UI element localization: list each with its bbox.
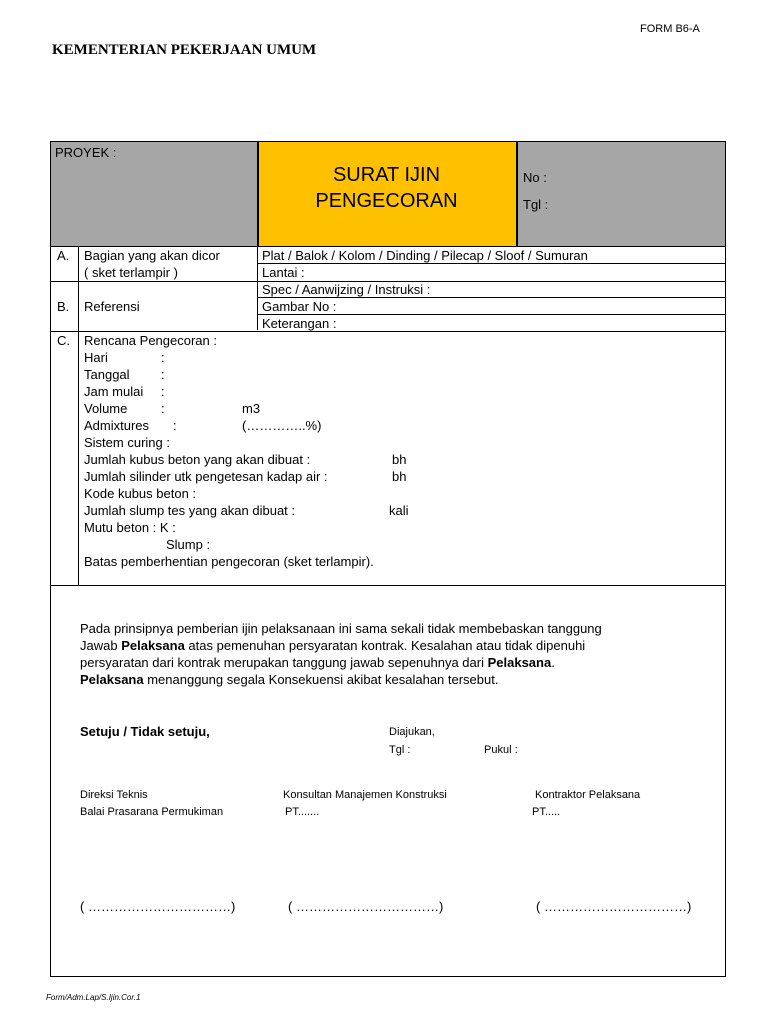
section-c-heading: Rencana Pengecoran : — [84, 333, 217, 348]
statement-text: menanggung segala Konsekuensi akibat kesalahan tersebut. — [143, 672, 499, 687]
title-line1: SURAT IJIN — [332, 164, 441, 186]
lantai-label: Lantai : — [262, 265, 305, 280]
kubus-unit: bh — [392, 452, 407, 467]
konsultan-pt-label: PT....... — [285, 806, 320, 818]
divider — [516, 142, 518, 246]
element-type-options: Plat / Balok / Kolom / Dinding / Pilecap / Sloof / Sumuran — [262, 248, 588, 263]
divider — [78, 246, 79, 585]
setuju-label: Setuju / Tidak setuju, — [80, 724, 210, 739]
konsultan-label: Konsultan Manajemen Konstruksi — [283, 789, 447, 801]
proyek-label: PROYEK : — [55, 145, 117, 160]
section-a-letter: A. — [57, 248, 70, 263]
tgl-submit-label: Tgl : — [389, 744, 411, 756]
statement-text: atas pemenuhan persyaratan kontrak. Kesalahan atau tidak dipenuhi — [184, 638, 586, 653]
keterangan-label: Keterangan : — [262, 316, 337, 331]
colon: : — [161, 384, 165, 399]
gambar-no-label: Gambar No : — [262, 299, 337, 314]
statement-bold: Pelaksana — [80, 672, 144, 687]
section-a-note: ( sket terlampir ) — [84, 265, 178, 280]
jam-mulai-label: Jam mulai — [84, 384, 144, 399]
colon: : — [161, 350, 165, 365]
mutu-beton-label: Mutu beton : K : — [84, 520, 176, 535]
slump-tes-label: Jumlah slump tes yang akan dibuat : — [84, 503, 296, 518]
form-box — [50, 141, 726, 977]
no-label: No : — [523, 170, 547, 185]
colon: : — [161, 401, 165, 416]
tgl-label: Tgl : — [523, 197, 549, 212]
statement-text: persyaratan dari kontrak merupakan tanggung jawab sepenuhnya dari — [80, 655, 488, 670]
number-cell — [516, 142, 725, 246]
pukul-label: Pukul : — [484, 744, 518, 756]
section-a-label: Bagian yang akan dicor — [84, 248, 220, 263]
kontraktor-pt-label: PT..... — [532, 806, 561, 818]
statement-bold: Pelaksana — [487, 655, 552, 670]
statement-line2 — [80, 637, 585, 654]
statement-line4 — [80, 671, 498, 688]
slump-tes-unit: kali — [389, 503, 409, 518]
ministry-title: KEMENTERIAN PEKERJAAN UMUM — [52, 42, 317, 58]
silinder-label: Jumlah silinder utk pengetesan kadap air : — [84, 469, 328, 484]
hari-label: Hari — [84, 350, 108, 365]
volume-label: Volume — [84, 401, 128, 416]
batas-label: Batas pemberhentian pengecoran (sket terlampir). — [84, 554, 374, 569]
spec-label: Spec / Aanwijzing / Instruksi : — [262, 282, 431, 297]
statement-text: . — [551, 655, 555, 670]
colon: : — [173, 418, 177, 433]
colon: : — [161, 367, 165, 382]
divider — [51, 585, 725, 586]
statement-bold: Pelaksana — [121, 638, 185, 653]
kubus-label: Jumlah kubus beton yang akan dibuat : — [84, 452, 311, 467]
statement-line3 — [80, 654, 555, 671]
tanggal-label: Tanggal — [84, 367, 130, 382]
divider — [257, 246, 258, 330]
signature-line-konsultan: ( ……………………………) — [288, 899, 444, 914]
statement-text: Jawab — [80, 638, 122, 653]
silinder-unit: bh — [392, 469, 407, 484]
signature-line-kontraktor: ( ……………………………) — [536, 899, 692, 914]
section-c-letter: C. — [57, 333, 70, 348]
sistem-curing-label: Sistem curing : — [84, 435, 170, 450]
form-title — [257, 162, 516, 214]
form-code: FORM B6-A — [640, 23, 700, 35]
slump-label: Slump : — [166, 537, 211, 552]
volume-unit: m3 — [242, 401, 261, 416]
admixtures-value: (…………..%) — [242, 418, 322, 433]
title-line2: PENGECORAN — [315, 190, 458, 212]
direksi-teknis-label: Direksi Teknis — [80, 789, 148, 801]
kode-kubus-label: Kode kubus beton : — [84, 486, 197, 501]
section-b-letter: B. — [57, 299, 70, 314]
kontraktor-label: Kontraktor Pelaksana — [535, 789, 641, 801]
statement-line1: Pada prinsipnya pemberian ijin pelaksanaan ini sama sekali tidak membebaskan tanggung — [80, 621, 602, 636]
admixtures-label: Admixtures — [84, 418, 150, 433]
diajukan-label: Diajukan, — [389, 726, 435, 738]
signature-line-direksi: ( ……………………………) — [80, 899, 236, 914]
section-b-label: Referensi — [84, 299, 140, 314]
footer-form-code: Form/Adm.Lap/S.Ijin.Cor.1 — [46, 993, 141, 1002]
balai-label: Balai Prasarana Permukiman — [80, 806, 224, 818]
